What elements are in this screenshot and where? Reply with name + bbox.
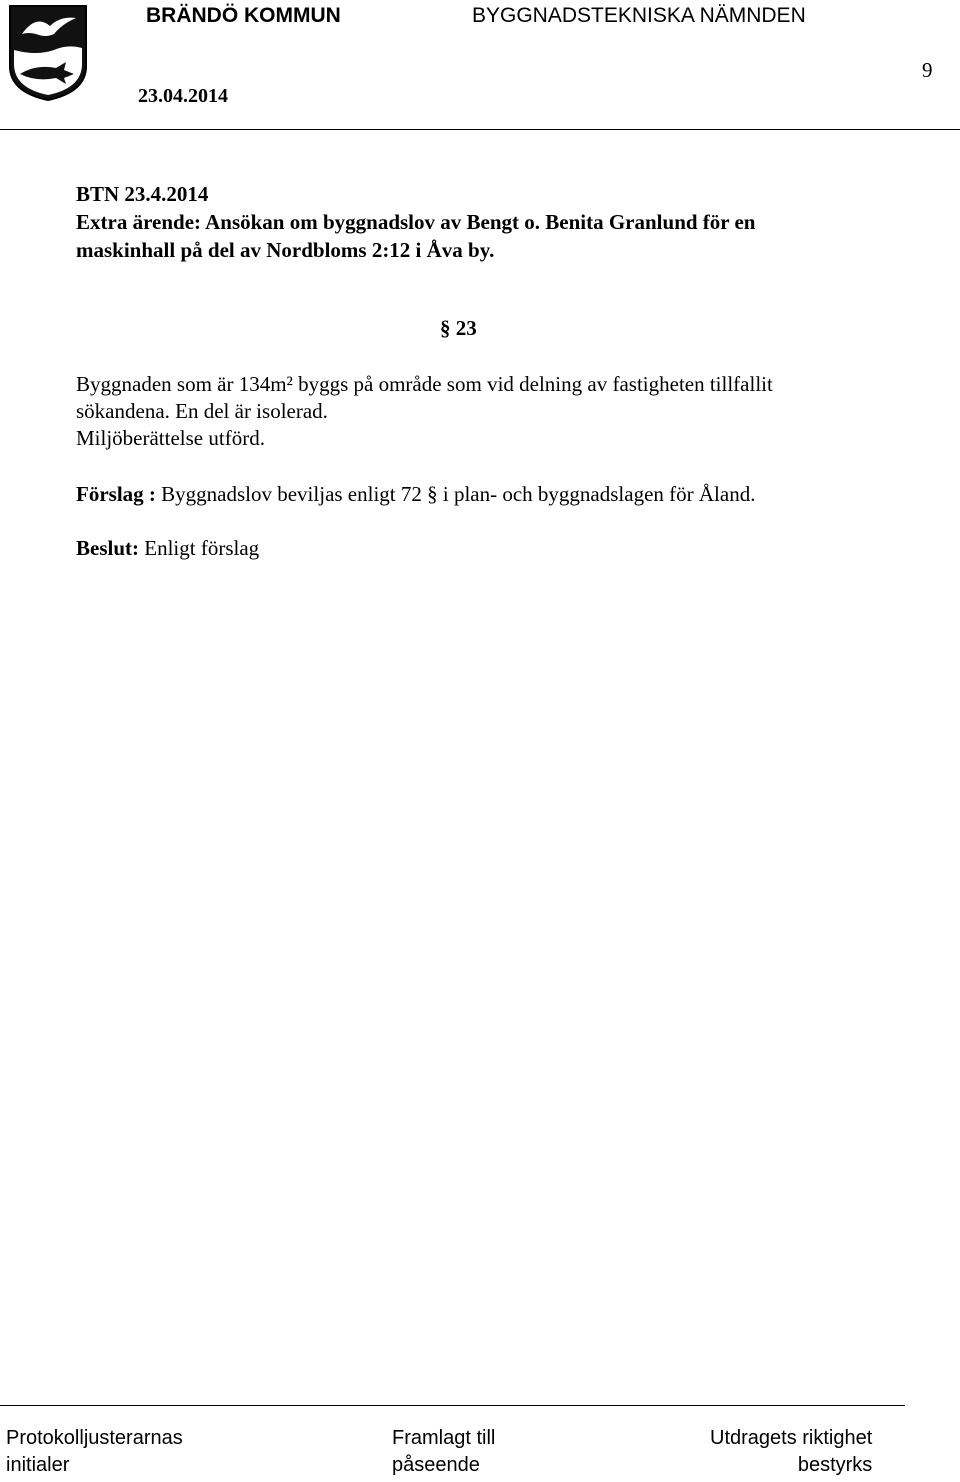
- proposal: [76, 481, 755, 508]
- board-name: BYGGNADSTEKNISKA NÄMNDEN: [472, 4, 806, 27]
- footer-divider: [0, 1405, 905, 1406]
- item-title-line-1: Extra ärende: Ansökan om byggnadslov av Bengt o. Benita Granlund för en: [76, 210, 756, 234]
- meeting-reference: BTN 23.4.2014: [76, 182, 209, 206]
- body-line-2: sökandena. En del är isolerad.: [76, 399, 328, 423]
- proposal-label: Förslag :: [76, 482, 156, 506]
- footer-col3-line1: Utdragets riktighet: [710, 1427, 873, 1449]
- item-title-line-2: maskinhall på del av Nordbloms 2:12 i Åva by.: [76, 238, 495, 262]
- page-number: 9: [922, 58, 933, 82]
- decision-label: Beslut:: [76, 536, 139, 560]
- footer-col2-line1: Framlagt till: [392, 1427, 496, 1449]
- decision: [76, 535, 259, 562]
- body-line-1: Byggnaden som är 134m² byggs på område som vid delning av fastigheten tillfallit: [76, 372, 773, 396]
- footer-col2-line2: påseende: [392, 1454, 480, 1476]
- footer-displayed: [392, 1425, 495, 1479]
- footer-signatory-initials: [6, 1425, 183, 1479]
- footer-col1-line1: Protokolljusterarnas: [6, 1427, 183, 1449]
- footer-col3-line2: bestyrks: [797, 1454, 873, 1476]
- coat-of-arms-icon: [6, 4, 90, 102]
- body-line-3: Miljöberättelse utförd.: [76, 426, 265, 450]
- organization-name: BRÄNDÖ KOMMUN: [146, 4, 341, 27]
- proposal-text: Byggnadslov beviljas enligt 72 § i plan- och byggnadslagen för Åland.: [155, 482, 756, 506]
- decision-text: Enligt förslag: [139, 536, 260, 560]
- section-number: § 23: [440, 316, 477, 340]
- footer-col1-line2: initialer: [6, 1454, 70, 1476]
- header-divider: [0, 129, 960, 130]
- footer-certification: [710, 1425, 872, 1479]
- document-date: 23.04.2014: [138, 85, 228, 107]
